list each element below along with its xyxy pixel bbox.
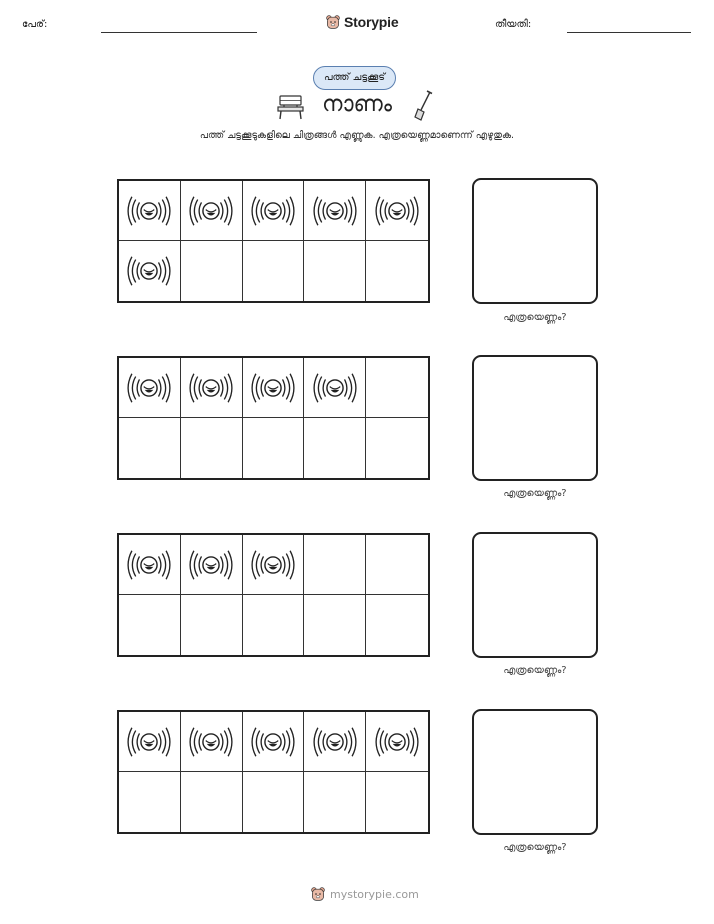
frame-cell: [366, 535, 428, 595]
shy-face-icon: [126, 723, 172, 761]
shy-face-icon: [188, 369, 234, 407]
frame-cell: [119, 418, 181, 478]
how-many-label-4: എത്രയെണ്ണം?: [503, 842, 567, 853]
frame-cell: [119, 712, 181, 772]
shy-face-icon: [374, 192, 420, 230]
frame-cell: [181, 418, 243, 478]
ten-frame-4: [117, 710, 430, 834]
ten-frame-2: [117, 356, 430, 480]
frame-cell: [181, 535, 243, 595]
shy-face-icon: [250, 546, 296, 584]
answer-box-1[interactable]: [472, 178, 598, 304]
frame-cell: [366, 595, 428, 655]
shy-face-icon: [126, 192, 172, 230]
frame-cell: [304, 358, 366, 418]
frame-cell: [119, 241, 181, 301]
date-label: തീയതി:: [495, 19, 532, 30]
frame-cell: [119, 358, 181, 418]
frame-cell: [119, 535, 181, 595]
shy-face-icon: [126, 369, 172, 407]
name-line[interactable]: [101, 32, 257, 33]
frame-cell: [366, 358, 428, 418]
frame-cell: [119, 595, 181, 655]
name-label: പേര്:: [22, 19, 48, 30]
how-many-label-3: എത്രയെണ്ണം?: [503, 665, 567, 676]
footer: [310, 885, 419, 903]
shovel-icon: [413, 90, 433, 122]
shy-face-icon: [312, 369, 358, 407]
storypie-mascot-icon: [310, 885, 326, 903]
frame-cell: [181, 241, 243, 301]
shy-face-icon: [312, 192, 358, 230]
bench-icon: [277, 93, 304, 121]
frame-cell: [304, 418, 366, 478]
brand-logo: [325, 13, 398, 31]
frame-cell: [243, 358, 305, 418]
ten-frame-1: [117, 179, 430, 303]
frame-cell: [119, 181, 181, 241]
answer-box-3[interactable]: [472, 532, 598, 658]
shy-face-icon: [126, 546, 172, 584]
shy-face-icon: [126, 252, 172, 290]
frame-cell: [366, 772, 428, 832]
frame-cell: [243, 418, 305, 478]
instructions: പത്ത് ചട്ടക്കൂടുകളിലെ ചിത്രങ്ങൾ എണ്ണുക. എത്രയെണ്ണമാണെന്ന് എഴുതുക.: [199, 130, 515, 141]
shy-face-icon: [250, 369, 296, 407]
brand-name: Storypie: [344, 14, 399, 30]
footer-url[interactable]: mystorypie.com: [330, 887, 419, 901]
frame-cell: [304, 772, 366, 832]
frame-cell: [181, 772, 243, 832]
frame-cell: [243, 712, 305, 772]
frame-cell: [243, 241, 305, 301]
frame-cell: [181, 595, 243, 655]
frame-cell: [181, 712, 243, 772]
how-many-label-1: എത്രയെണ്ണം?: [503, 312, 567, 323]
frame-cell: [304, 712, 366, 772]
shy-face-icon: [188, 546, 234, 584]
how-many-label-2: എത്രയെണ്ണം?: [503, 488, 567, 499]
answer-box-2[interactable]: [472, 355, 598, 481]
frame-cell: [366, 241, 428, 301]
shy-face-icon: [312, 723, 358, 761]
shy-face-icon: [188, 723, 234, 761]
frame-cell: [366, 418, 428, 478]
worksheet-title: നാണം: [322, 92, 392, 117]
storypie-mascot-icon: [325, 13, 341, 31]
frame-cell: [304, 181, 366, 241]
frame-cell: [304, 595, 366, 655]
frame-cell: [181, 358, 243, 418]
shy-face-icon: [250, 192, 296, 230]
frame-cell: [243, 181, 305, 241]
frame-cell: [304, 241, 366, 301]
worksheet-type-badge: പത്ത് ചട്ടക്കൂട്: [313, 66, 396, 90]
frame-cell: [119, 772, 181, 832]
frame-cell: [304, 535, 366, 595]
frame-cell: [181, 181, 243, 241]
frame-cell: [243, 595, 305, 655]
frame-cell: [366, 181, 428, 241]
frame-cell: [366, 712, 428, 772]
date-line[interactable]: [567, 32, 691, 33]
frame-cell: [243, 772, 305, 832]
frame-cell: [243, 535, 305, 595]
shy-face-icon: [188, 192, 234, 230]
answer-box-4[interactable]: [472, 709, 598, 835]
shy-face-icon: [250, 723, 296, 761]
shy-face-icon: [374, 723, 420, 761]
ten-frame-3: [117, 533, 430, 657]
